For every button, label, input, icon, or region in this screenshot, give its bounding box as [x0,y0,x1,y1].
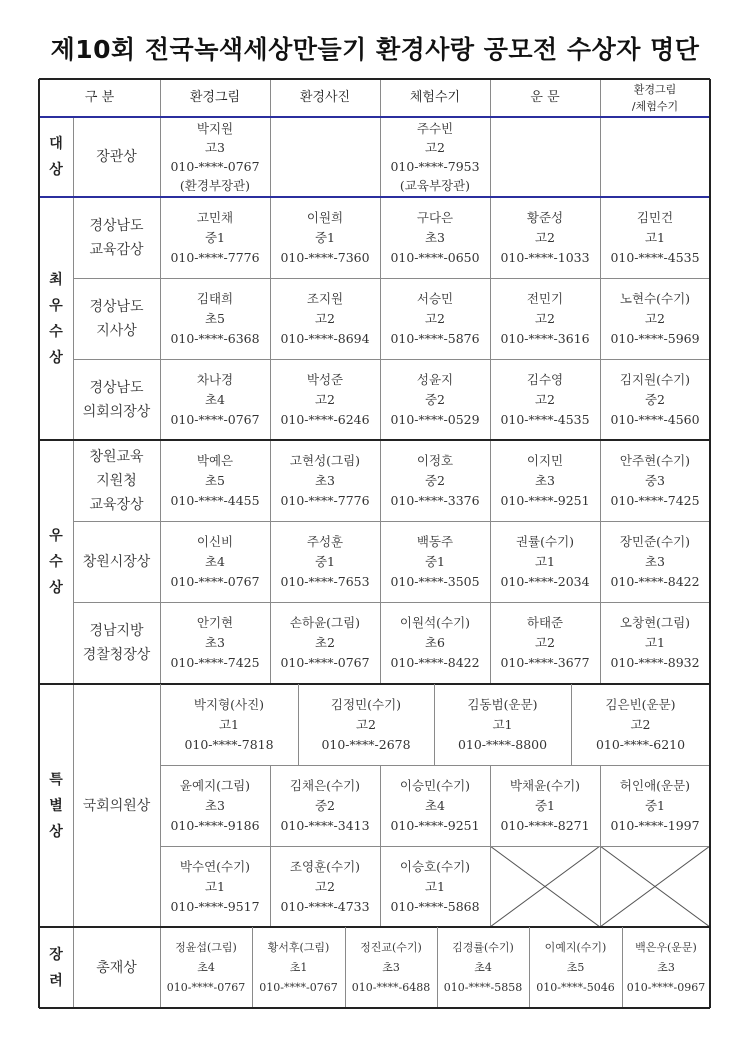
header-label: 환경그림 [189,90,241,105]
winner-cell [160,684,298,765]
winner-phone: 010-****-4733 [280,898,370,914]
page-title: 제10회 전국녹색세상만들기 환경사랑 공모전 수상자 명단 [50,35,700,64]
winner-cell [600,521,710,602]
winner-name: 주수빈 [416,121,454,136]
winner-phone: 010-****-0529 [390,411,480,427]
empty-cell [270,117,380,197]
group-merit [39,440,73,684]
winner-grade: 고2 [314,391,336,407]
winner-grade: 중2 [424,391,446,407]
grid-line [160,117,161,684]
winner-phone: 010-****-6210 [595,736,686,752]
winner-grade: 고1 [534,553,556,569]
winner-grade: 고3 [204,140,226,155]
winner-grade: 초5 [204,310,226,326]
winner-cell [252,927,345,1008]
category-label: 경상남도 [89,298,144,315]
grid-line [622,927,623,1008]
category-label: 지사상 [96,322,137,339]
winner-cell [622,927,710,1008]
winner-cell [490,521,600,602]
category-label: 경남지방 [89,623,144,639]
winner-name: 박지형(사진) [193,696,265,712]
winner-cell [270,521,380,602]
winner-name: 이원석(수기) [399,615,471,630]
grid-line [160,846,710,847]
winner-phone: 010-****-8932 [610,655,700,670]
winner-grade: 중1 [314,553,336,569]
winner-phone: 010-****-0767 [259,980,338,994]
grid-line [380,117,381,684]
winner-grade: 초3 [204,797,226,813]
winner-grade: 고2 [355,716,377,732]
winner-name: 안기현 [196,615,234,630]
winner-name: 윤예지(그림) [179,777,251,793]
winner-name: 하태준 [526,615,564,630]
winner-name: 박수연(수기) [179,858,251,874]
header-division [39,79,160,117]
category-label: 경상남도 [89,217,144,234]
winner-grade: 고2 [424,140,446,155]
category-label: 경상남도 [89,379,144,396]
winner-cell [270,278,380,359]
grid-line [490,117,491,684]
winner-phone: 010-****-9186 [170,817,260,833]
winner-name: 이지민 [526,452,564,468]
category-grand [73,117,160,197]
grid-line [39,683,710,685]
winner-phone: 010-****-5858 [443,980,523,994]
winner-note: (교육부장관) [399,178,471,193]
grid-line [434,684,435,765]
winner-cell [490,278,600,359]
grid-line [252,927,253,1008]
winner-name: 차나경 [196,371,234,387]
group-special [39,684,73,927]
grid-line [73,278,710,279]
category-label: 의회의장상 [82,403,151,420]
header-col-3 [490,79,600,117]
grid-line [571,684,572,765]
winner-cell [380,117,490,197]
winner-cell [490,359,600,440]
winner-name: 오창현(그림) [619,615,691,630]
winner-phone: 010-****-5868 [390,898,480,914]
winner-phone: 010-****-8271 [500,817,590,833]
group-encouragement [39,927,73,1008]
header-label: 환경그림 [633,83,677,96]
grid-line [39,116,710,118]
winner-phone: 010-****-6246 [280,411,370,427]
winner-cell [160,440,270,521]
category-label: 국회의원상 [82,797,151,814]
group-label-char: 수 [49,323,63,340]
winner-cell [160,765,270,846]
grid-line [709,79,711,1008]
winner-grade: 초4 [424,797,446,813]
winner-grade: 초4 [204,553,226,569]
winner-phone: 010-****-8800 [457,736,548,752]
grid-line [437,927,438,1008]
grid-line [39,439,710,441]
winner-grade: 고2 [314,878,336,894]
winner-cell [600,197,710,278]
winner-grade: 초3 [644,553,666,569]
winner-phone: 010-****-0767 [170,411,260,427]
winner-grade: 중2 [314,797,336,813]
winner-grade: 중1 [314,229,336,245]
winner-cell [160,359,270,440]
winner-name: 구다은 [416,209,454,225]
winner-phone: 010-****-7776 [170,249,260,265]
winner-phone: 010-****-0767 [166,980,246,994]
winner-phone: 010-****-1997 [610,817,700,833]
winner-cell [345,927,437,1008]
winner-phone: 010-****-3376 [390,492,480,508]
grid-line [73,521,710,522]
winner-cell [270,440,380,521]
winner-name: 주성훈 [306,533,344,549]
group-label-char: 상 [49,162,63,178]
winner-grade: 초3 [534,472,556,488]
winner-grade: 중1 [534,797,556,813]
winner-cell [380,359,490,440]
winner-phone: 010-****-3616 [500,330,590,346]
header-col-4 [600,79,710,117]
grid-line [73,359,710,360]
winner-phone: 010-****-3413 [280,817,370,833]
winner-name: 이승호(수기) [399,858,471,874]
winner-cell [600,359,710,440]
winner-phone: 010-****-3677 [500,655,590,670]
winner-grade: 고1 [644,635,666,650]
winner-name: 전민기 [526,290,564,306]
header-col-1 [270,79,380,117]
winner-grade: 중3 [644,472,666,488]
empty-cell [600,117,710,197]
winner-grade: 고2 [644,310,666,326]
winner-cell [298,684,434,765]
winner-cell [490,440,600,521]
grid-line [270,117,271,684]
winner-name: 고민채 [196,209,234,225]
group-label-char: 려 [49,972,63,989]
winner-phone: 010-****-7360 [280,249,370,265]
winner-phone: 010-****-9517 [170,898,260,914]
category-excellence-2 [73,359,160,440]
winner-grade: 초3 [657,960,675,974]
grid-line [73,117,74,1008]
group-label-char: 상 [49,349,63,366]
category-label: 교육장상 [89,496,144,513]
winner-name: 정진교(수기) [360,940,422,954]
winner-grade: 고2 [534,635,556,650]
category-label: 창원교육 [89,448,144,465]
winner-name: 김동범(운문) [467,696,538,712]
winner-name: 이승민(수기) [399,777,471,793]
grid-line [39,78,710,80]
winner-cell [270,197,380,278]
winner-cell [380,521,490,602]
winner-grade: 고2 [630,716,651,732]
winner-cell [270,846,380,927]
header-label: 체험수기 [409,90,461,105]
winner-cell [600,602,710,684]
winner-name: 김수영 [526,371,564,387]
winner-grade: 초4 [474,960,492,974]
header-col-0 [160,79,270,117]
winner-cell [600,278,710,359]
winner-cell [160,521,270,602]
winner-cell [490,765,600,846]
category-label: 교육감상 [89,241,144,258]
winner-cell [490,197,600,278]
winner-cell [380,765,490,846]
winner-phone: 010-****-6368 [170,330,260,346]
grid-line [39,1007,710,1009]
winner-grade: 초4 [204,391,226,407]
winner-name: 이신비 [196,533,234,549]
winner-grade: 중1 [644,797,666,813]
winner-phone: 010-****-1033 [500,249,590,265]
grid-line [490,79,491,117]
group-label-char: 특 [49,771,63,788]
winner-cell [380,846,490,927]
winner-phone: 010-****-0767 [170,159,260,174]
winner-cell [380,278,490,359]
winner-cell [600,765,710,846]
grid-line [39,196,710,198]
group-label-char: 수 [49,554,63,570]
winner-grade: 고1 [644,229,666,245]
winner-name: 조영훈(수기) [289,858,361,874]
winner-name: 김채은(수기) [289,777,361,793]
group-grand [39,117,73,197]
winner-grade: 초2 [314,635,336,650]
winner-phone: 010-****-7776 [280,492,370,508]
crossed-empty-cell [600,846,710,927]
winner-grade: 초3 [382,960,400,974]
winner-name: 정윤섭(그림) [175,940,237,954]
crossed-empty-cell [490,846,600,927]
header-col-2 [380,79,490,117]
category-excellence-1 [73,278,160,359]
winner-cell [529,927,622,1008]
winner-phone: 010-****-3505 [390,573,480,589]
winner-cell [160,602,270,684]
winner-name: 이원희 [306,209,344,225]
winner-phone: 010-****-7953 [390,159,480,174]
winner-name: 김민건 [636,209,674,225]
winner-note: (환경부장관) [179,178,251,193]
winner-name: 안주현(수기) [619,452,691,468]
winner-phone: 010-****-2678 [321,736,411,752]
winner-cell [380,440,490,521]
category-label: 지원청 [96,472,137,489]
winner-phone: 010-****-5876 [390,330,480,346]
winner-grade: 초5 [566,960,585,974]
winner-cell [380,602,490,684]
winner-grade: 중2 [644,391,666,407]
winner-cell [571,684,710,765]
winner-grade: 고2 [534,391,556,407]
winner-name: 이예지(수기) [544,940,607,954]
winner-cell [380,197,490,278]
winner-cell [160,846,270,927]
winner-name: 황서후(그림) [267,940,330,954]
winner-phone: 010-****-7818 [184,736,274,752]
winner-phone: 010-****-5969 [610,330,700,346]
winner-grade: 초3 [204,635,226,650]
winner-grade: 초4 [197,960,215,974]
grid-line [38,79,40,1008]
category-merit-0 [73,440,160,521]
winner-phone: 010-****-9251 [390,817,480,833]
group-label-char: 우 [49,297,63,314]
winner-cell [270,602,380,684]
category-encouragement [73,927,160,1008]
group-label-char: 대 [49,136,63,152]
winner-phone: 010-****-5046 [536,980,615,994]
winner-name: 김정민(수기) [330,696,402,712]
winner-phone: 010-****-0767 [280,655,370,670]
winner-phone: 010-****-8694 [280,330,370,346]
winner-cell [160,927,252,1008]
group-excellence [39,197,73,440]
winner-phone: 010-****-7653 [280,573,370,589]
winner-grade: 초5 [204,472,226,488]
grid-line [160,765,710,766]
winner-phone: 010-****-0650 [390,249,480,265]
winner-name: 백은우(운문) [635,940,697,954]
winner-phone: 010-****-4535 [610,249,700,265]
winner-grade: 고1 [492,716,513,732]
header-label: 환경사진 [299,90,351,105]
winner-cell [160,278,270,359]
group-label-char: 상 [49,823,63,840]
grid-line [345,927,346,1008]
grid-line [270,79,271,117]
header-label: /체험수기 [631,100,679,113]
winner-cell [434,684,571,765]
grid-line [600,117,601,684]
category-special [73,684,160,927]
winner-grade: 초3 [314,472,336,488]
winner-cell [160,117,270,197]
group-label-char: 상 [49,580,63,596]
grid-line [73,602,710,603]
winner-phone: 010-****-0767 [170,573,260,589]
winner-name: 서승민 [416,290,454,306]
grid-line [380,79,381,117]
winner-name: 김태희 [196,290,234,306]
winner-phone: 010-****-7425 [170,655,260,670]
winner-name: 백동주 [416,533,454,549]
winner-phone: 010-****-7425 [610,492,700,508]
group-label-char: 별 [49,797,63,814]
winner-grade: 중1 [204,229,226,245]
winner-cell [270,765,380,846]
grid-line [160,79,161,117]
winner-phone: 010-****-4535 [500,411,590,427]
grid-line [529,927,530,1008]
winner-name: 노현수(수기) [619,290,691,306]
category-merit-2 [73,602,160,684]
grid-line [39,926,710,928]
winner-name: 황준성 [526,209,564,225]
header-label: 구 분 [84,90,115,105]
winner-name: 박예은 [196,452,234,468]
winner-name: 권률(수기) [515,533,575,549]
winner-phone: 010-****-4560 [610,411,700,427]
winner-phone: 010-****-8422 [610,573,700,589]
winner-grade: 고1 [218,716,240,732]
winner-phone: 010-****-9251 [500,492,590,508]
winner-grade: 고2 [534,310,556,326]
winner-phone: 010-****-4455 [170,492,260,508]
winner-cell [270,359,380,440]
winner-grade: 고1 [204,878,226,894]
winner-cell [490,602,600,684]
winner-grade: 고2 [314,310,336,326]
winner-grade: 중2 [424,472,446,488]
winner-name: 박지원 [196,121,234,136]
winner-name: 조지원 [306,290,344,306]
winner-name: 김경률(수기) [452,940,514,954]
winner-name: 성윤지 [416,371,454,387]
winner-grade: 초1 [289,960,308,974]
category-merit-1 [73,521,160,602]
winner-name: 손하윤(그림) [289,615,361,630]
winner-grade: 고1 [424,878,446,894]
winner-grade: 초3 [424,229,446,245]
winner-cell [600,440,710,521]
winner-cell [160,197,270,278]
winner-cell [437,927,529,1008]
category-label: 총재상 [96,959,137,976]
winner-name: 고현성(그림) [289,452,361,468]
winner-grade: 고2 [424,310,446,326]
category-label: 장관상 [96,149,137,165]
category-label: 창원시장상 [82,553,151,570]
empty-cell [490,117,600,197]
category-label: 경찰청장상 [82,647,151,663]
winner-name: 김은빈(운문) [605,696,676,712]
group-label-char: 우 [49,528,63,544]
header-label: 운 문 [530,90,560,105]
grid-line [298,684,299,765]
group-label-char: 최 [49,271,63,288]
winner-grade: 중1 [424,553,446,569]
winner-phone: 010-****-8422 [390,655,480,670]
winner-phone: 010-****-2034 [500,573,590,589]
winner-name: 이정호 [416,452,454,468]
winner-name: 박성준 [306,371,344,387]
winner-grade: 초6 [424,635,446,650]
winner-phone: 010-****-0967 [626,980,706,994]
group-label-char: 장 [49,946,63,963]
category-excellence-0 [73,197,160,278]
grid-line [600,79,601,117]
winner-phone: 010-****-6488 [351,980,431,994]
winner-name: 장민준(수기) [619,533,691,549]
winner-name: 허인애(운문) [619,777,691,793]
winner-grade: 고2 [534,229,556,245]
winner-name: 박채윤(수기) [509,777,581,793]
winner-name: 김지원(수기) [619,371,691,387]
